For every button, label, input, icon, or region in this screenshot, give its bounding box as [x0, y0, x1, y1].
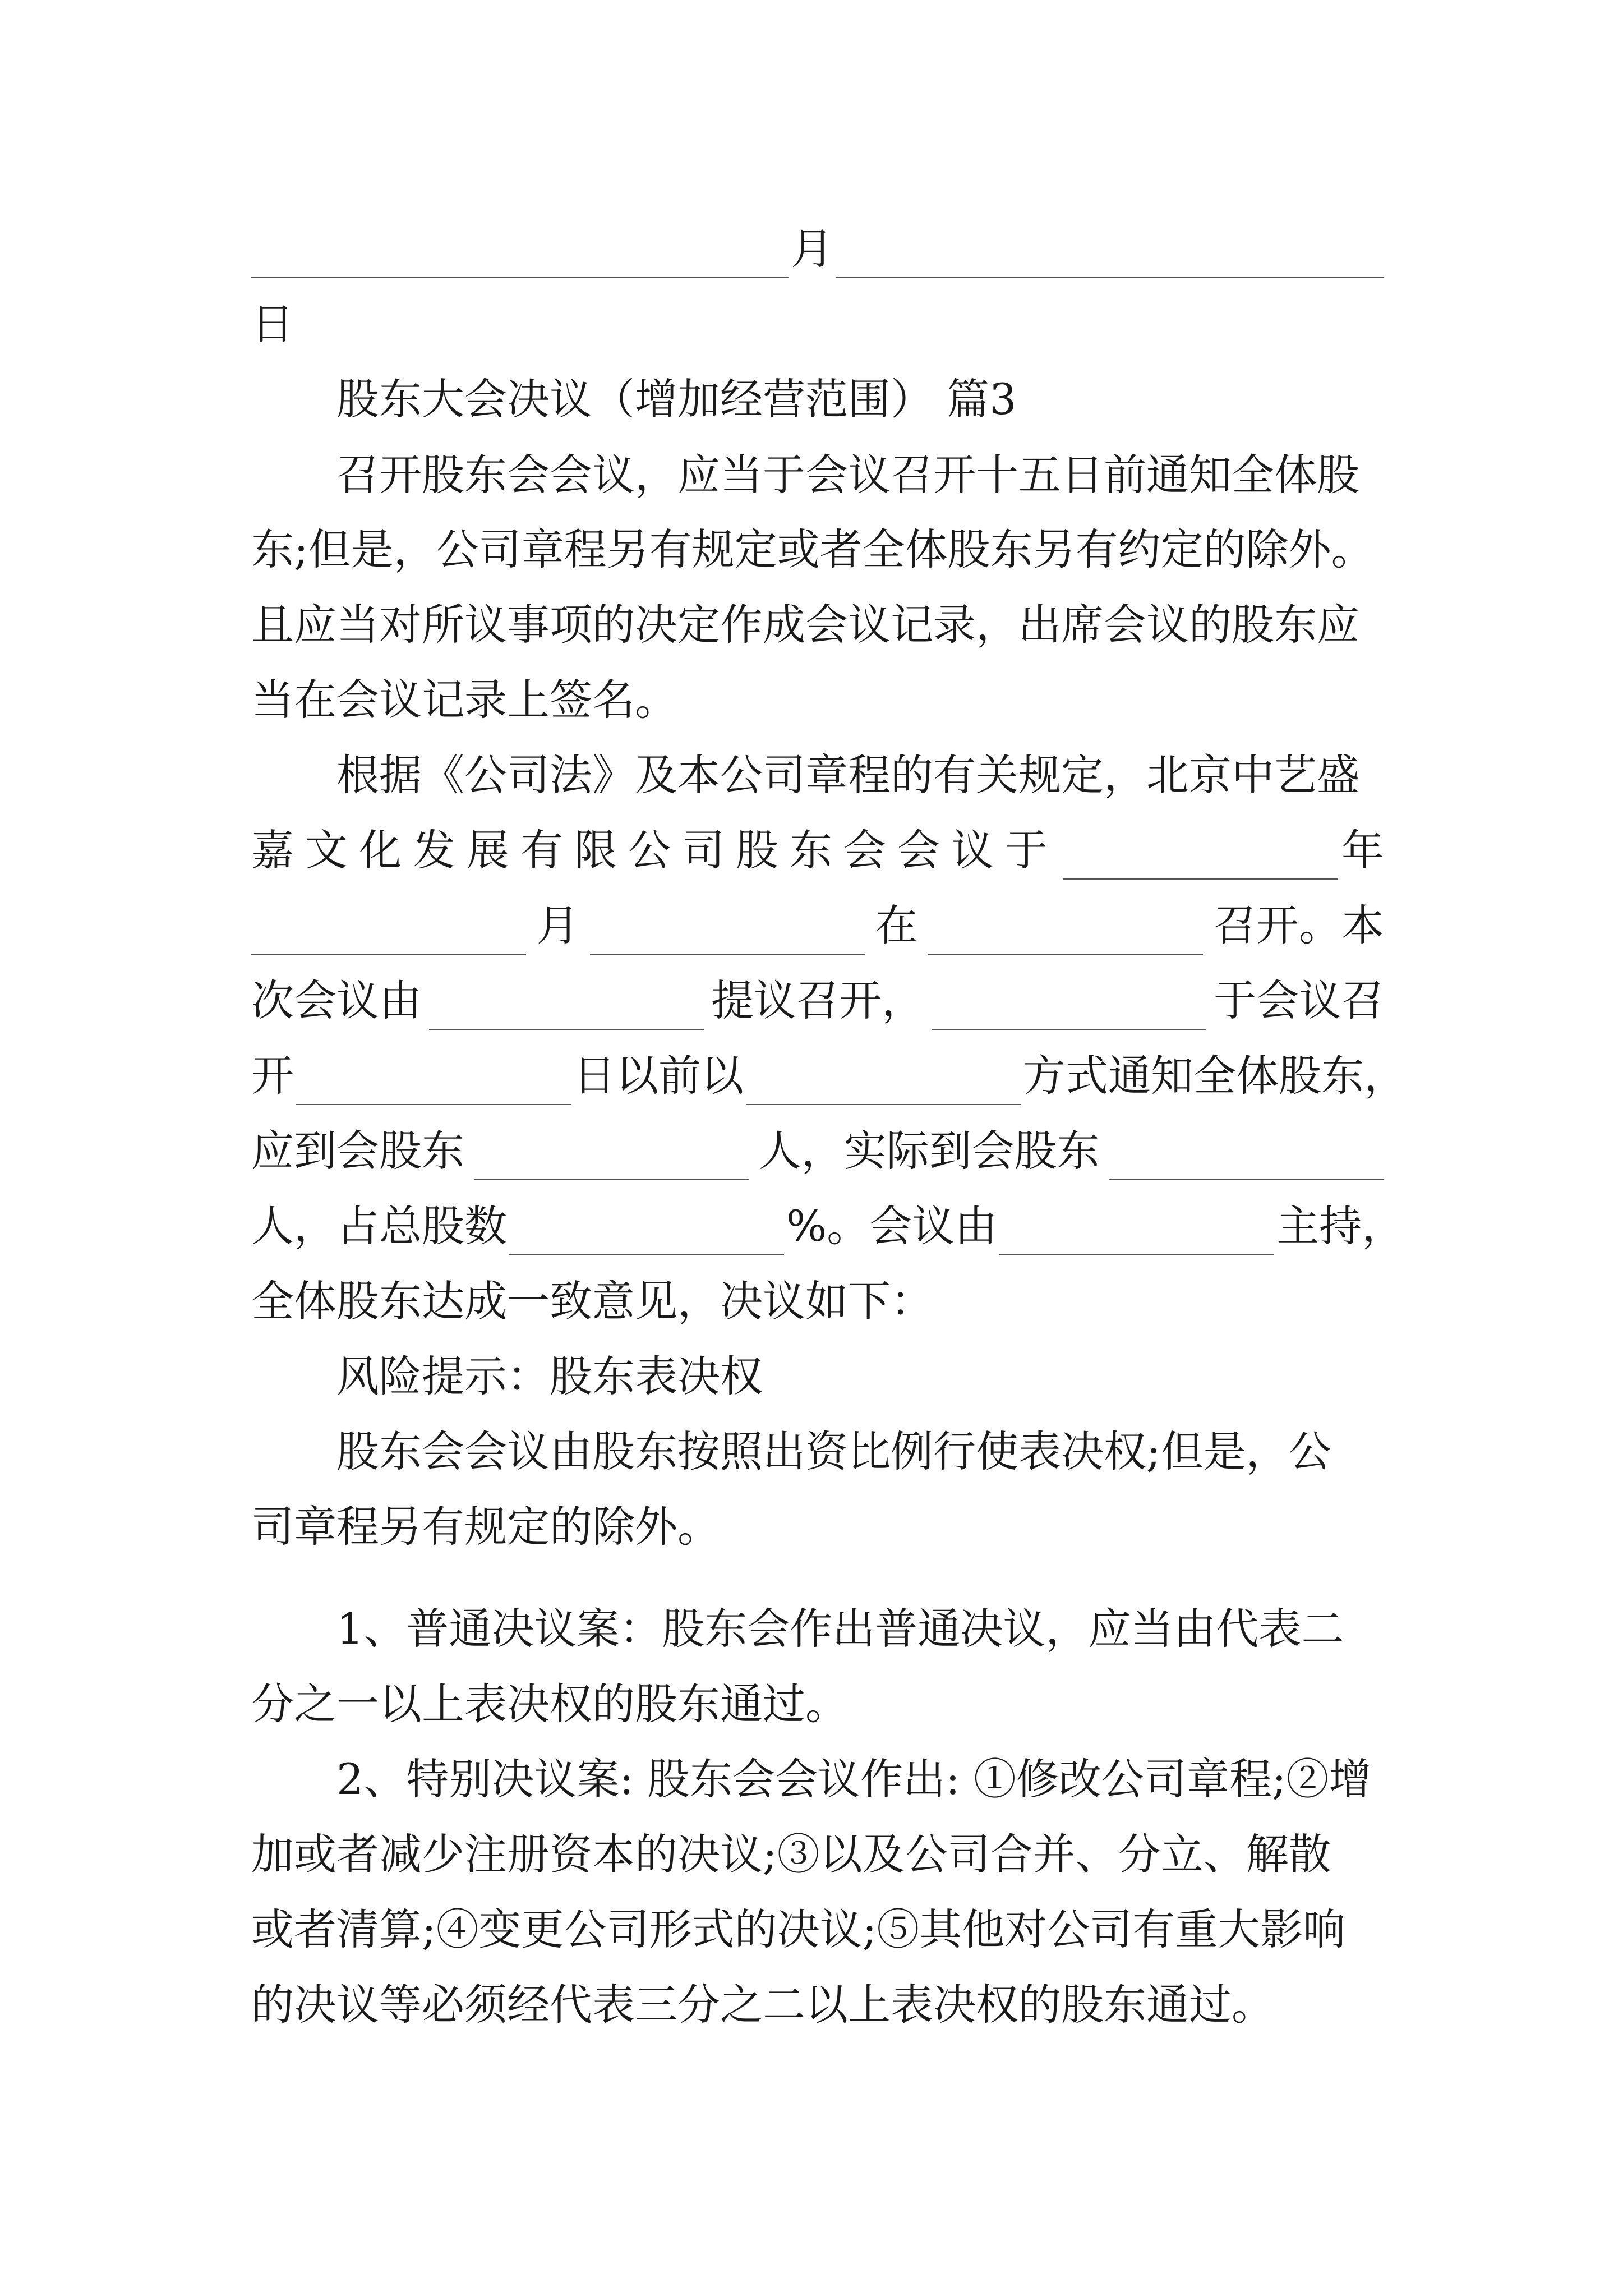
- text-segment: 应到会股东: [251, 1126, 464, 1176]
- paragraph-line: 召开股东会会议，应当于会议召开十五日前通知全体股: [336, 450, 1359, 500]
- blank-field: [590, 917, 865, 955]
- date-line: [251, 220, 1384, 278]
- list-item-line: 2、特别决议案: 股东会会议作出: ①修改公司章程;②增: [336, 1754, 1372, 1804]
- risk-heading: 风险提示：股东表决权: [336, 1351, 763, 1401]
- paragraph-line: [251, 896, 1384, 955]
- blank-field: [429, 992, 704, 1030]
- paragraph-line: 且应当对所议事项的决定作成会议记录，出席会议的股东应: [251, 600, 1359, 650]
- paragraph-line: [251, 972, 1384, 1030]
- paragraph-line: [251, 1122, 1384, 1180]
- text-segment: 日以前以: [573, 1051, 744, 1101]
- list-item-line: 或者清算;④变更公司形式的决议;⑤其他对公司有重大影响: [251, 1904, 1346, 1954]
- paragraph-line: 根据《公司法》及本公司章程的有关规定，北京中艺盛: [336, 750, 1359, 800]
- section-title: 股东大会决议（增加经营范围） 篇3: [336, 374, 1017, 424]
- text-segment: 主持，: [1276, 1201, 1405, 1251]
- text-segment: 次会议由: [251, 976, 422, 1025]
- blank-field: [836, 240, 1384, 278]
- text-segment: 开: [251, 1051, 294, 1101]
- blank-field: [1109, 1142, 1384, 1180]
- blank-field: [932, 992, 1206, 1030]
- text-segment: 方式通知全体股东，: [1023, 1051, 1407, 1101]
- paragraph-line: [251, 1197, 1405, 1255]
- blank-field: [251, 240, 789, 278]
- blank-field: [509, 1217, 784, 1255]
- list-item-line: 分之一以上表决权的股东通过。: [251, 1679, 848, 1729]
- text-segment: 召开。本: [1213, 900, 1384, 950]
- text-segment: 人，实际到会股东: [758, 1126, 1100, 1176]
- blank-field: [251, 917, 526, 955]
- text-segment: 年: [1341, 825, 1384, 875]
- paragraph-line: 股东会会议由股东按照出资比例行使表决权;但是，公: [336, 1427, 1331, 1476]
- blank-field: [474, 1142, 749, 1180]
- month-label: 月: [791, 224, 833, 274]
- text-segment: 嘉文化发展有限公司股东会会议于: [251, 825, 1059, 875]
- paragraph-line: 司章程另有规定的除外。: [251, 1502, 720, 1552]
- text-segment: 在: [875, 900, 918, 950]
- text-segment: 提议召开，: [711, 976, 924, 1025]
- text-segment: 人，占总股数: [251, 1201, 507, 1251]
- text-segment: 于会议召: [1214, 976, 1384, 1025]
- paragraph-line: [251, 1047, 1407, 1105]
- blank-field: [746, 1067, 1021, 1105]
- blank-field: [296, 1067, 571, 1105]
- text-segment: %。会议由: [786, 1201, 998, 1251]
- text-segment: 月: [536, 900, 579, 950]
- list-item-line: 1、普通决议案：股东会作出普通决议，应当由代表二: [336, 1604, 1344, 1654]
- paragraph-line: 全体股东达成一致意见，决议如下：: [251, 1276, 933, 1326]
- paragraph-line: [251, 821, 1384, 880]
- list-item-line: 的决议等必须经代表三分之二以上表决权的股东通过。: [251, 1980, 1274, 2030]
- day-label: 日: [251, 299, 294, 349]
- blank-field: [928, 917, 1203, 955]
- blank-field: [999, 1217, 1274, 1255]
- paragraph-line: 当在会议记录上签名。: [251, 675, 677, 725]
- blank-field: [1063, 841, 1338, 880]
- list-item-line: 加或者减少注册资本的决议;③以及公司合并、分立、解散: [251, 1829, 1331, 1879]
- paragraph-line: 东;但是，公司章程另有规定或者全体股东另有约定的除外。: [251, 524, 1374, 574]
